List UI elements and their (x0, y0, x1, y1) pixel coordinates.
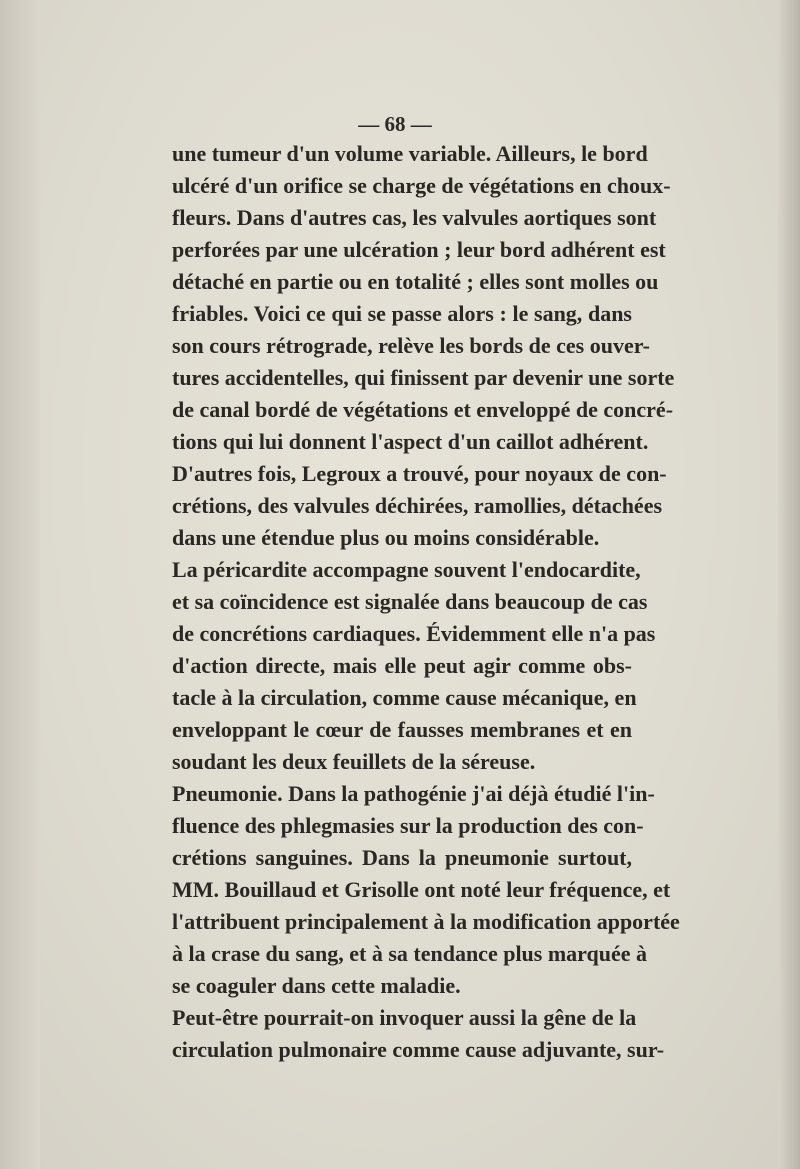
paragraph-start-line: La péricardite accompagne souvent l'endocardite, (172, 557, 641, 582)
text-line: d'action directe, mais elle peut agir comme obs- (172, 653, 632, 678)
text-line: crétions sanguines. Dans la pneumonie surtout, (172, 845, 632, 870)
text-line: et sa coïncidence est signalée dans beaucoup de cas (172, 589, 648, 614)
text-line: tacle à la circulation, comme cause mécanique, en (172, 685, 637, 710)
body-text (172, 138, 680, 1066)
text-line: son cours rétrograde, relève les bords de ces ouver- (172, 333, 650, 358)
text-line: enveloppant le cœur de fausses membranes et en (172, 717, 632, 742)
text-line: fluence des phlegmasies sur la production des con- (172, 813, 644, 838)
text-line: MM. Bouillaud et Grisolle ont noté leur fréquence, et (172, 877, 671, 902)
text-line: une tumeur d'un volume variable. Ailleurs, le bord (172, 141, 648, 166)
text-line: crétions, des valvules déchirées, ramollies, détachées (172, 493, 663, 518)
text-line: ulcéré d'un orifice se charge de végétations en choux- (172, 173, 671, 198)
text-line: perforées par une ulcération ; leur bord adhérent est (172, 237, 666, 262)
text-line: soudant les deux feuillets de la séreuse. (172, 749, 536, 774)
text-line: de canal bordé de végétations et enveloppé de concré- (172, 397, 674, 422)
text-line: tions qui lui donnent l'aspect d'un caillot adhérent. (172, 429, 649, 454)
text-line: détaché en partie ou en totalité ; elles sont molles ou (172, 269, 659, 294)
text-line: l'attribuent principalement à la modification apportée (172, 909, 680, 934)
text-line: circulation pulmonaire comme cause adjuvante, sur- (172, 1037, 665, 1062)
paragraph-start-line: Pneumonie. Dans la pathogénie j'ai déjà étudié l'in- (172, 781, 655, 806)
text-line: D'autres fois, Legroux a trouvé, pour noyaux de con- (172, 461, 667, 486)
text-line: dans une étendue plus ou moins considérable. (172, 525, 600, 550)
text-line: friables. Voici ce qui se passe alors : le sang, dans (172, 301, 632, 326)
page-edge (778, 0, 800, 1169)
paragraph-start-line: Peut-être pourrait-on invoquer aussi la gêne de la (172, 1005, 637, 1030)
text-line: se coaguler dans cette maladie. (172, 973, 461, 998)
text-line: fleurs. Dans d'autres cas, les valvules aortiques sont (172, 205, 657, 230)
text-line: tures accidentelles, qui finissent par devenir une sorte (172, 365, 675, 390)
page-number: — 68 — (358, 112, 432, 136)
text-line: de concrétions cardiaques. Évidemment elle n'a pas (172, 621, 656, 646)
text-line: à la crase du sang, et à sa tendance plus marquée à (172, 941, 648, 966)
page-gutter (0, 0, 40, 1169)
